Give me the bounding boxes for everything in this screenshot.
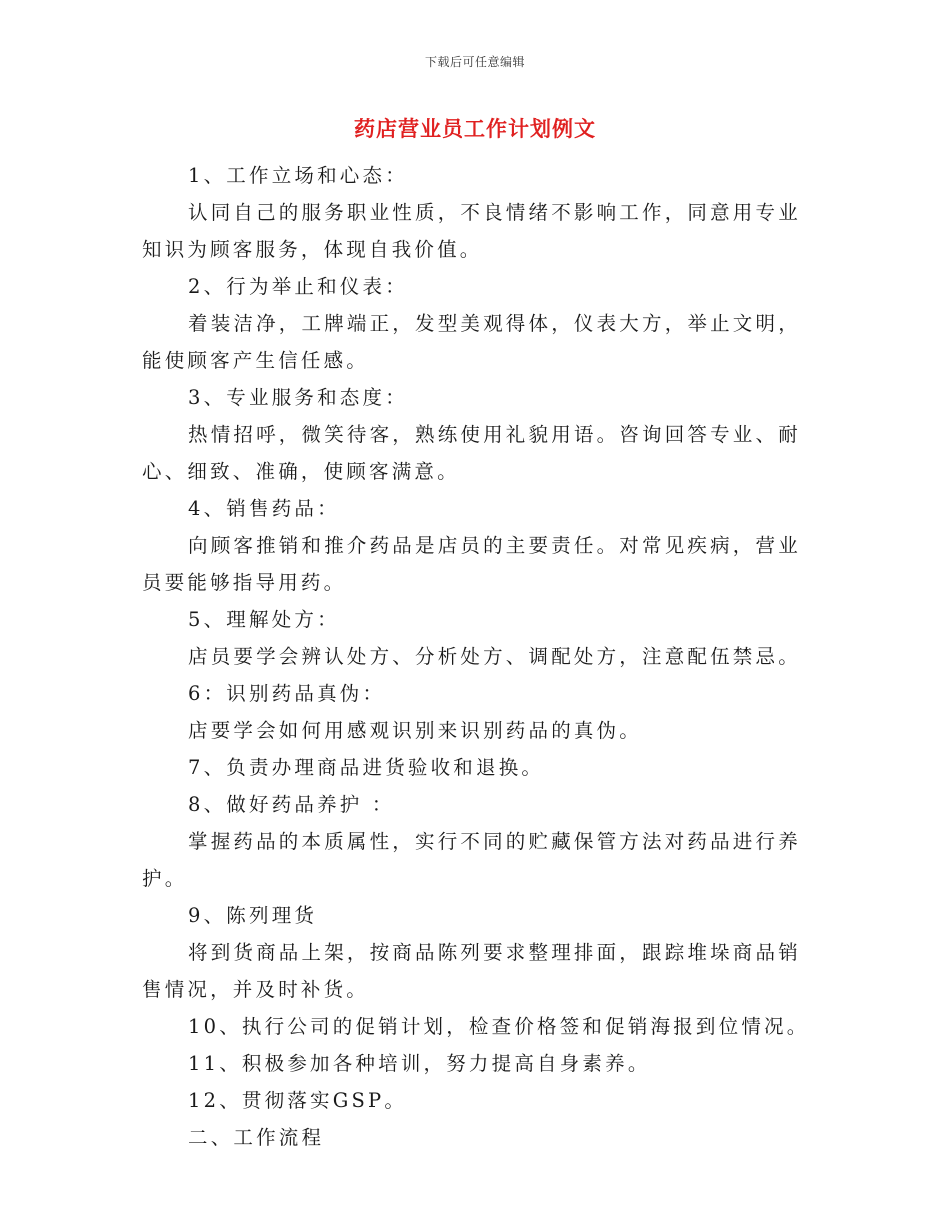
paragraph: 二、工作流程: [188, 1126, 325, 1149]
paragraph: 7、负责办理商品进货验收和退换。: [188, 756, 545, 779]
paragraph: 4、销售药品：: [188, 497, 340, 520]
paragraph: 店要学会如何用感观识别来识别药品的真伪。: [188, 719, 643, 742]
paragraph: 3、专业服务和态度：: [188, 386, 408, 409]
paragraph: 8、做好药品养护 ：: [188, 793, 395, 816]
paragraph: 9、陈列理货: [188, 904, 318, 927]
paragraph: 5、理解处方：: [188, 608, 340, 631]
paragraph: 将到货商品上架，按商品陈列要求整理排面，跟踪堆垛商品销售情况，并及时补货。: [142, 941, 801, 1001]
paragraph: 12、贯彻落实GSP。: [188, 1089, 408, 1112]
paragraph: 向顾客推销和推介药品是店员的主要责任。对常见疾病，营业员要能够指导用药。: [142, 534, 801, 594]
paragraph: 着装洁净，工牌端正，发型美观得体，仪表大方，举止文明，能使顾客产生信任感。: [142, 312, 801, 372]
paragraph: 2、行为举止和仪表：: [188, 275, 408, 298]
document-body: [142, 157, 812, 1156]
paragraph: 6：识别药品真伪：: [188, 682, 386, 705]
page-header-note: 下载后可任意编辑: [424, 55, 525, 69]
paragraph: 店员要学会辨认处方、分析处方、调配处方，注意配伍禁忌。: [188, 645, 801, 668]
paragraph: 10、执行公司的促销计划，检查价格签和促销海报到位情况。: [188, 1015, 810, 1038]
paragraph: 热情招呼，微笑待客，熟练使用礼貌用语。咨询回答专业、耐心、细致、准确，使顾客满意。: [142, 423, 801, 483]
paragraph: 掌握药品的本质属性，实行不同的贮藏保管方法对药品进行养护。: [142, 830, 801, 890]
paragraph: 11、积极参加各种培训，努力提高自身素养。: [188, 1052, 651, 1075]
document-title: 药店营业员工作计划例文: [354, 116, 596, 141]
paragraph: 1、工作立场和心态：: [188, 164, 408, 187]
paragraph: 认同自己的服务职业性质，不良情绪不影响工作，同意用专业知识为顾客服务，体现自我价值。: [142, 201, 801, 261]
